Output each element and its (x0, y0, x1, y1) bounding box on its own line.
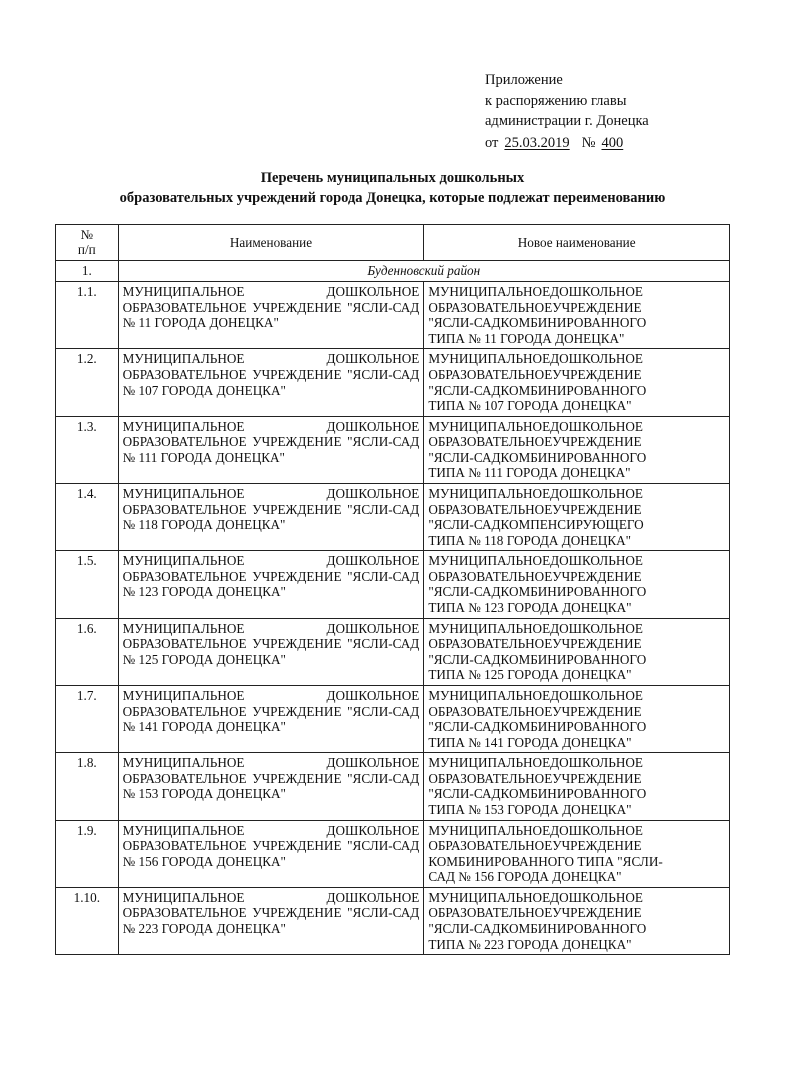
new-name-part: МУНИЦИПАЛЬНОЕ (428, 553, 551, 569)
table-row (56, 887, 730, 954)
number-label: № (581, 134, 596, 151)
row-number: 1.10. (56, 887, 119, 954)
order-number: 400 (601, 134, 624, 151)
new-name-part: КОМБИНИРОВАННОГО (500, 315, 647, 331)
new-name-part: ОБРАЗОВАТЕЛЬНОЕ (428, 838, 553, 854)
new-name-part: МУНИЦИПАЛЬНОЕ (428, 351, 551, 367)
new-name-part: "ЯСЛИ-САД (428, 517, 501, 533)
new-name-part: УЧРЕЖДЕНИЕ (552, 434, 642, 450)
new-name-part: КОМБИНИРОВАННОГО (500, 382, 647, 398)
row-new-name (424, 416, 730, 483)
page-title (55, 169, 730, 208)
appendix-header (485, 70, 730, 153)
page-title-line-2: образовательных учреждений города Донецка, которые подлежат переименованию (119, 189, 666, 206)
new-name-part: ДОШКОЛЬНОЕ (550, 889, 643, 905)
new-name-part: "ЯСЛИ-САД (428, 921, 501, 937)
new-name-part: ТИПА № 111 ГОРОДА ДОНЕЦКА" (428, 465, 631, 481)
new-name-part: ДОШКОЛЬНОЕ (550, 620, 643, 636)
row-old-name: МУНИЦИПАЛЬНОЕ ДОШКОЛЬНОЕ ОБРАЗОВАТЕЛЬНОЕ УЧРЕЖДЕНИЕ "ЯСЛИ-САД № 11 ГОРОДА ДОНЕЦКА" (118, 282, 424, 349)
row-old-name: МУНИЦИПАЛЬНОЕ ДОШКОЛЬНОЕ ОБРАЗОВАТЕЛЬНОЕ УЧРЕЖДЕНИЕ "ЯСЛИ-САД № 223 ГОРОДА ДОНЕЦКА" (118, 887, 424, 954)
new-name-part: ДОШКОЛЬНОЕ (550, 553, 643, 569)
row-new-name (424, 753, 730, 820)
appendix-line-2: к распоряжению главы (485, 92, 627, 109)
row-new-name (424, 483, 730, 550)
new-name-part: ДОШКОЛЬНОЕ (550, 687, 643, 703)
new-name-part: УЧРЕЖДЕНИЕ (552, 568, 642, 584)
new-name-part: ДОШКОЛЬНОЕ (550, 755, 643, 771)
column-header-new-name: Новое наименование (424, 225, 730, 261)
table-row (56, 282, 730, 349)
row-new-name (424, 820, 730, 887)
table-row (56, 349, 730, 416)
row-old-name: МУНИЦИПАЛЬНОЕ ДОШКОЛЬНОЕ ОБРАЗОВАТЕЛЬНОЕ УЧРЕЖДЕНИЕ "ЯСЛИ-САД № 156 ГОРОДА ДОНЕЦКА" (118, 820, 424, 887)
row-new-name (424, 349, 730, 416)
renaming-table (55, 224, 730, 955)
new-name-part: КОМБИНИРОВАННОГО (500, 921, 647, 937)
row-new-name (424, 685, 730, 752)
new-name-part: МУНИЦИПАЛЬНОЕ (428, 687, 551, 703)
order-date-line (485, 133, 730, 154)
row-old-name: МУНИЦИПАЛЬНОЕ ДОШКОЛЬНОЕ ОБРАЗОВАТЕЛЬНОЕ УЧРЕЖДЕНИЕ "ЯСЛИ-САД № 153 ГОРОДА ДОНЕЦКА" (118, 753, 424, 820)
new-name-part: УЧРЕЖДЕНИЕ (552, 366, 642, 382)
new-name-part: УЧРЕЖДЕНИЕ (552, 636, 642, 652)
new-name-part: МУНИЦИПАЛЬНОЕ (428, 755, 551, 771)
column-header-number (56, 225, 119, 261)
new-name-part: КОМБИНИРОВАННОГО (500, 786, 647, 802)
table-row (56, 618, 730, 685)
new-name-part: САД № 156 ГОРОДА ДОНЕЦКА" (428, 869, 622, 885)
new-name-part: УЧРЕЖДЕНИЕ (552, 299, 642, 315)
row-old-name: МУНИЦИПАЛЬНОЕ ДОШКОЛЬНОЕ ОБРАЗОВАТЕЛЬНОЕ УЧРЕЖДЕНИЕ "ЯСЛИ-САД № 107 ГОРОДА ДОНЕЦКА" (118, 349, 424, 416)
new-name-part: МУНИЦИПАЛЬНОЕ (428, 418, 551, 434)
new-name-part: МУНИЦИПАЛЬНОЕ (428, 889, 551, 905)
new-name-part: ТИПА № 118 ГОРОДА ДОНЕЦКА" (428, 532, 632, 548)
new-name-part: УЧРЕЖДЕНИЕ (552, 905, 642, 921)
page-title-line-1: Перечень муниципальных дошкольных (260, 170, 525, 187)
new-name-part: ОБРАЗОВАТЕЛЬНОЕ (428, 501, 553, 517)
new-name-part: МУНИЦИПАЛЬНОЕ (428, 284, 551, 300)
from-label: от (485, 134, 499, 151)
new-name-part: КОМБИНИРОВАННОГО (500, 584, 647, 600)
table-row (56, 551, 730, 618)
new-name-part: МУНИЦИПАЛЬНОЕ (428, 485, 551, 501)
new-name-part: "ЯСЛИ-САД (428, 584, 501, 600)
new-name-part: МУНИЦИПАЛЬНОЕ (428, 620, 551, 636)
new-name-part: ТИПА № 223 ГОРОДА ДОНЕЦКА" (428, 936, 632, 952)
new-name-part: ДОШКОЛЬНОЕ (550, 284, 643, 300)
new-name-part: ТИПА № 125 ГОРОДА ДОНЕЦКА" (428, 667, 632, 683)
table-row (56, 416, 730, 483)
row-old-name: МУНИЦИПАЛЬНОЕ ДОШКОЛЬНОЕ ОБРАЗОВАТЕЛЬНОЕ УЧРЕЖДЕНИЕ "ЯСЛИ-САД № 123 ГОРОДА ДОНЕЦКА" (118, 551, 424, 618)
new-name-part: КОМБИНИРОВАННОГО (500, 719, 647, 735)
new-name-part: ОБРАЗОВАТЕЛЬНОЕ (428, 366, 553, 382)
table-row (56, 685, 730, 752)
row-number: 1.9. (56, 820, 119, 887)
row-number: 1.6. (56, 618, 119, 685)
new-name-part: "ЯСЛИ-САД (428, 786, 501, 802)
new-name-part: ТИПА № 141 ГОРОДА ДОНЕЦКА" (428, 734, 632, 750)
new-name-part: ТИПА № 153 ГОРОДА ДОНЕЦКА" (428, 801, 632, 817)
appendix-line-3: администрации г. Донецка (485, 113, 649, 130)
new-name-part: УЧРЕЖДЕНИЕ (552, 838, 642, 854)
column-header-number-line-2: п/п (77, 241, 96, 257)
row-number: 1.5. (56, 551, 119, 618)
row-number: 1.2. (56, 349, 119, 416)
new-name-part: ТИПА № 107 ГОРОДА ДОНЕЦКА" (428, 398, 632, 414)
row-new-name (424, 618, 730, 685)
new-name-part: ДОШКОЛЬНОЕ (550, 822, 643, 838)
row-number: 1.4. (56, 483, 119, 550)
column-header-old-name: Наименование (118, 225, 424, 261)
new-name-part: ОБРАЗОВАТЕЛЬНОЕ (428, 770, 553, 786)
row-number: 1.8. (56, 753, 119, 820)
order-date: 25.03.2019 (504, 134, 570, 151)
new-name-part: КОМПЕНСИРУЮЩЕГО (500, 517, 644, 533)
new-name-part: "ЯСЛИ-САД (428, 651, 501, 667)
row-old-name: МУНИЦИПАЛЬНОЕ ДОШКОЛЬНОЕ ОБРАЗОВАТЕЛЬНОЕ УЧРЕЖДЕНИЕ "ЯСЛИ-САД № 141 ГОРОДА ДОНЕЦКА" (118, 685, 424, 752)
new-name-part: ДОШКОЛЬНОЕ (550, 485, 643, 501)
new-name-part: УЧРЕЖДЕНИЕ (552, 501, 642, 517)
row-new-name (424, 551, 730, 618)
section-number: 1. (56, 261, 119, 282)
new-name-part: МУНИЦИПАЛЬНОЕ (428, 822, 551, 838)
new-name-part: КОМБИНИРОВАННОГО (500, 449, 647, 465)
new-name-part: "ЯСЛИ-САД (428, 315, 501, 331)
new-name-part: ОБРАЗОВАТЕЛЬНОЕ (428, 299, 553, 315)
new-name-part: "ЯСЛИ-САД (428, 382, 501, 398)
column-header-number-line-1: № (80, 227, 94, 243)
new-name-part: КОМБИНИРОВАННОГО ТИПА "ЯСЛИ- (428, 853, 663, 869)
new-name-part: ТИПА № 11 ГОРОДА ДОНЕЦКА" (428, 330, 625, 346)
new-name-part: УЧРЕЖДЕНИЕ (552, 770, 642, 786)
new-name-part: ОБРАЗОВАТЕЛЬНОЕ (428, 434, 553, 450)
row-number: 1.1. (56, 282, 119, 349)
new-name-part: "ЯСЛИ-САД (428, 449, 501, 465)
new-name-part: "ЯСЛИ-САД (428, 719, 501, 735)
appendix-line-1: Приложение (485, 72, 563, 88)
table-row (56, 753, 730, 820)
row-number: 1.3. (56, 416, 119, 483)
new-name-part: КОМБИНИРОВАННОГО (500, 651, 647, 667)
new-name-part: ДОШКОЛЬНОЕ (550, 418, 643, 434)
row-old-name: МУНИЦИПАЛЬНОЕ ДОШКОЛЬНОЕ ОБРАЗОВАТЕЛЬНОЕ УЧРЕЖДЕНИЕ "ЯСЛИ-САД № 118 ГОРОДА ДОНЕЦКА" (118, 483, 424, 550)
table-row (56, 483, 730, 550)
new-name-part: ДОШКОЛЬНОЕ (550, 351, 643, 367)
row-new-name (424, 282, 730, 349)
new-name-part: ОБРАЗОВАТЕЛЬНОЕ (428, 636, 553, 652)
new-name-part: ОБРАЗОВАТЕЛЬНОЕ (428, 905, 553, 921)
new-name-part: УЧРЕЖДЕНИЕ (552, 703, 642, 719)
new-name-part: ТИПА № 123 ГОРОДА ДОНЕЦКА" (428, 600, 632, 616)
table-section-row (56, 261, 730, 282)
row-number: 1.7. (56, 685, 119, 752)
row-old-name: МУНИЦИПАЛЬНОЕ ДОШКОЛЬНОЕ ОБРАЗОВАТЕЛЬНОЕ УЧРЕЖДЕНИЕ "ЯСЛИ-САД № 125 ГОРОДА ДОНЕЦКА" (118, 618, 424, 685)
new-name-part: ОБРАЗОВАТЕЛЬНОЕ (428, 568, 553, 584)
row-old-name: МУНИЦИПАЛЬНОЕ ДОШКОЛЬНОЕ ОБРАЗОВАТЕЛЬНОЕ УЧРЕЖДЕНИЕ "ЯСЛИ-САД № 111 ГОРОДА ДОНЕЦКА" (118, 416, 424, 483)
table-header-row (56, 225, 730, 261)
new-name-part: ОБРАЗОВАТЕЛЬНОЕ (428, 703, 553, 719)
row-new-name (424, 887, 730, 954)
table-row (56, 820, 730, 887)
section-label: Буденновский район (118, 261, 729, 282)
